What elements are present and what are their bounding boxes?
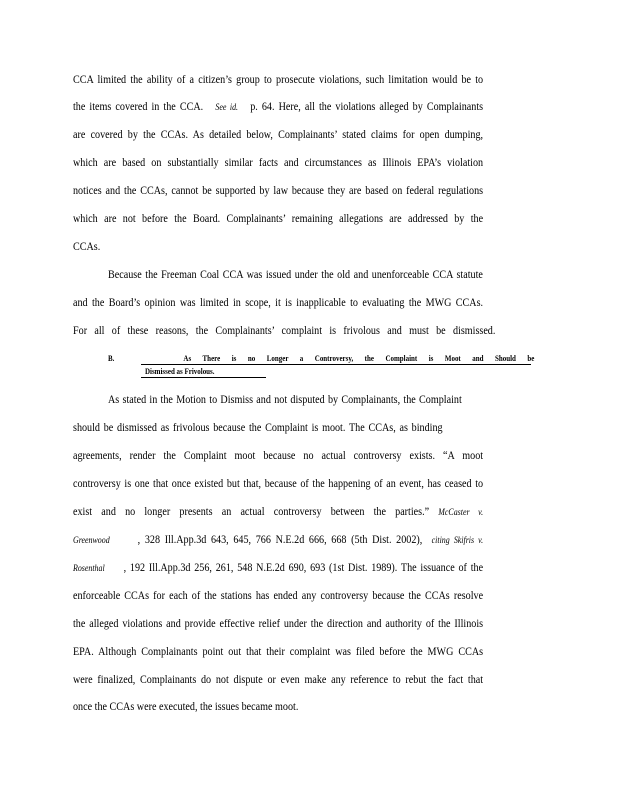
section-heading-line-2: Dismissed as Frivolous. bbox=[145, 366, 215, 376]
body-line-indented: As stated in the Motion to Dismiss and not disputed by Complainants, the Complaint bbox=[108, 394, 462, 406]
body-line: which are based on substantially similar facts and circumstances as Illinois EPA’s violation bbox=[73, 157, 484, 169]
body-line: and the Board’s opinion was limited in scope, it is inapplicable to evaluating the MWG CCAs. bbox=[73, 297, 484, 309]
body-line: the alleged violations and provide effective relief under the direction and authority of the Illinois bbox=[73, 618, 484, 630]
body-text: p. 64. Here, all the violations alleged by Complainants bbox=[250, 101, 484, 113]
body-line: should be dismissed as frivolous because the Complaint is moot. The CCAs, as binding bbox=[73, 422, 443, 434]
body-text: , 328 Ill.App.3d 643, 645, 766 N.E.2d 666, 668 (5th Dist. 2002), bbox=[137, 534, 423, 546]
body-text: the items covered in the CCA. bbox=[73, 101, 204, 113]
body-line: controversy is one that once existed but that, because of the happening of an event, has ceased to bbox=[73, 478, 484, 490]
body-line bbox=[73, 100, 483, 114]
heading-underline bbox=[141, 364, 531, 365]
citation-italic: See id. bbox=[215, 102, 239, 112]
body-line: were finalized, Complainants do not dispute or even make any reference to rebut the fact that bbox=[73, 674, 484, 686]
citation-italic: Greenwood bbox=[73, 535, 110, 545]
body-line bbox=[73, 561, 483, 575]
body-text: exist and no longer presents an actual controversy between the parties.” bbox=[73, 506, 430, 518]
body-line-indented: Because the Freeman Coal CCA was issued under the old and unenforceable CCA statute bbox=[108, 269, 483, 281]
citation-italic: citing Skifris v. bbox=[431, 535, 484, 545]
body-line: For all of these reasons, the Complainants’ complaint is frivolous and must be dismissed. bbox=[73, 325, 496, 337]
body-line: which are not before the Board. Complainants’ remaining allegations are addressed by the bbox=[73, 213, 484, 225]
body-line: EPA. Although Complainants point out that their complaint was filed before the MWG CCAs bbox=[73, 646, 484, 658]
body-line: CCAs. bbox=[73, 241, 101, 253]
body-line: are covered by the CCAs. As detailed below, Complainants’ stated claims for open dumping, bbox=[73, 129, 484, 141]
citation-italic: McCaster v. bbox=[438, 507, 484, 517]
heading-underline bbox=[141, 377, 266, 378]
body-line: agreements, render the Complaint moot because no actual controversy exists. “A moot bbox=[73, 450, 484, 462]
body-line: once the CCAs were executed, the issues became moot. bbox=[73, 701, 299, 713]
section-heading-line: As There is no Longer a Controversy, the Complaint is Moot and Should be bbox=[183, 353, 535, 363]
body-line: CCA limited the ability of a citizen’s group to prosecute violations, such limitation would be to bbox=[73, 74, 484, 86]
body-line: enforceable CCAs for each of the stations has ended any controversy because the CCAs resolve bbox=[73, 590, 484, 602]
body-line bbox=[73, 505, 483, 519]
citation-italic: Rosenthal bbox=[73, 563, 105, 573]
body-text: , 192 Ill.App.3d 256, 261, 548 N.E.2d 690, 693 (1st Dist. 1989). The issuance of the bbox=[123, 562, 484, 574]
section-heading bbox=[108, 353, 534, 363]
body-line: notices and the CCAs, cannot be supported by law because they are based on federal regulations bbox=[73, 185, 484, 197]
section-label: B. bbox=[108, 353, 115, 363]
body-line bbox=[73, 533, 483, 547]
